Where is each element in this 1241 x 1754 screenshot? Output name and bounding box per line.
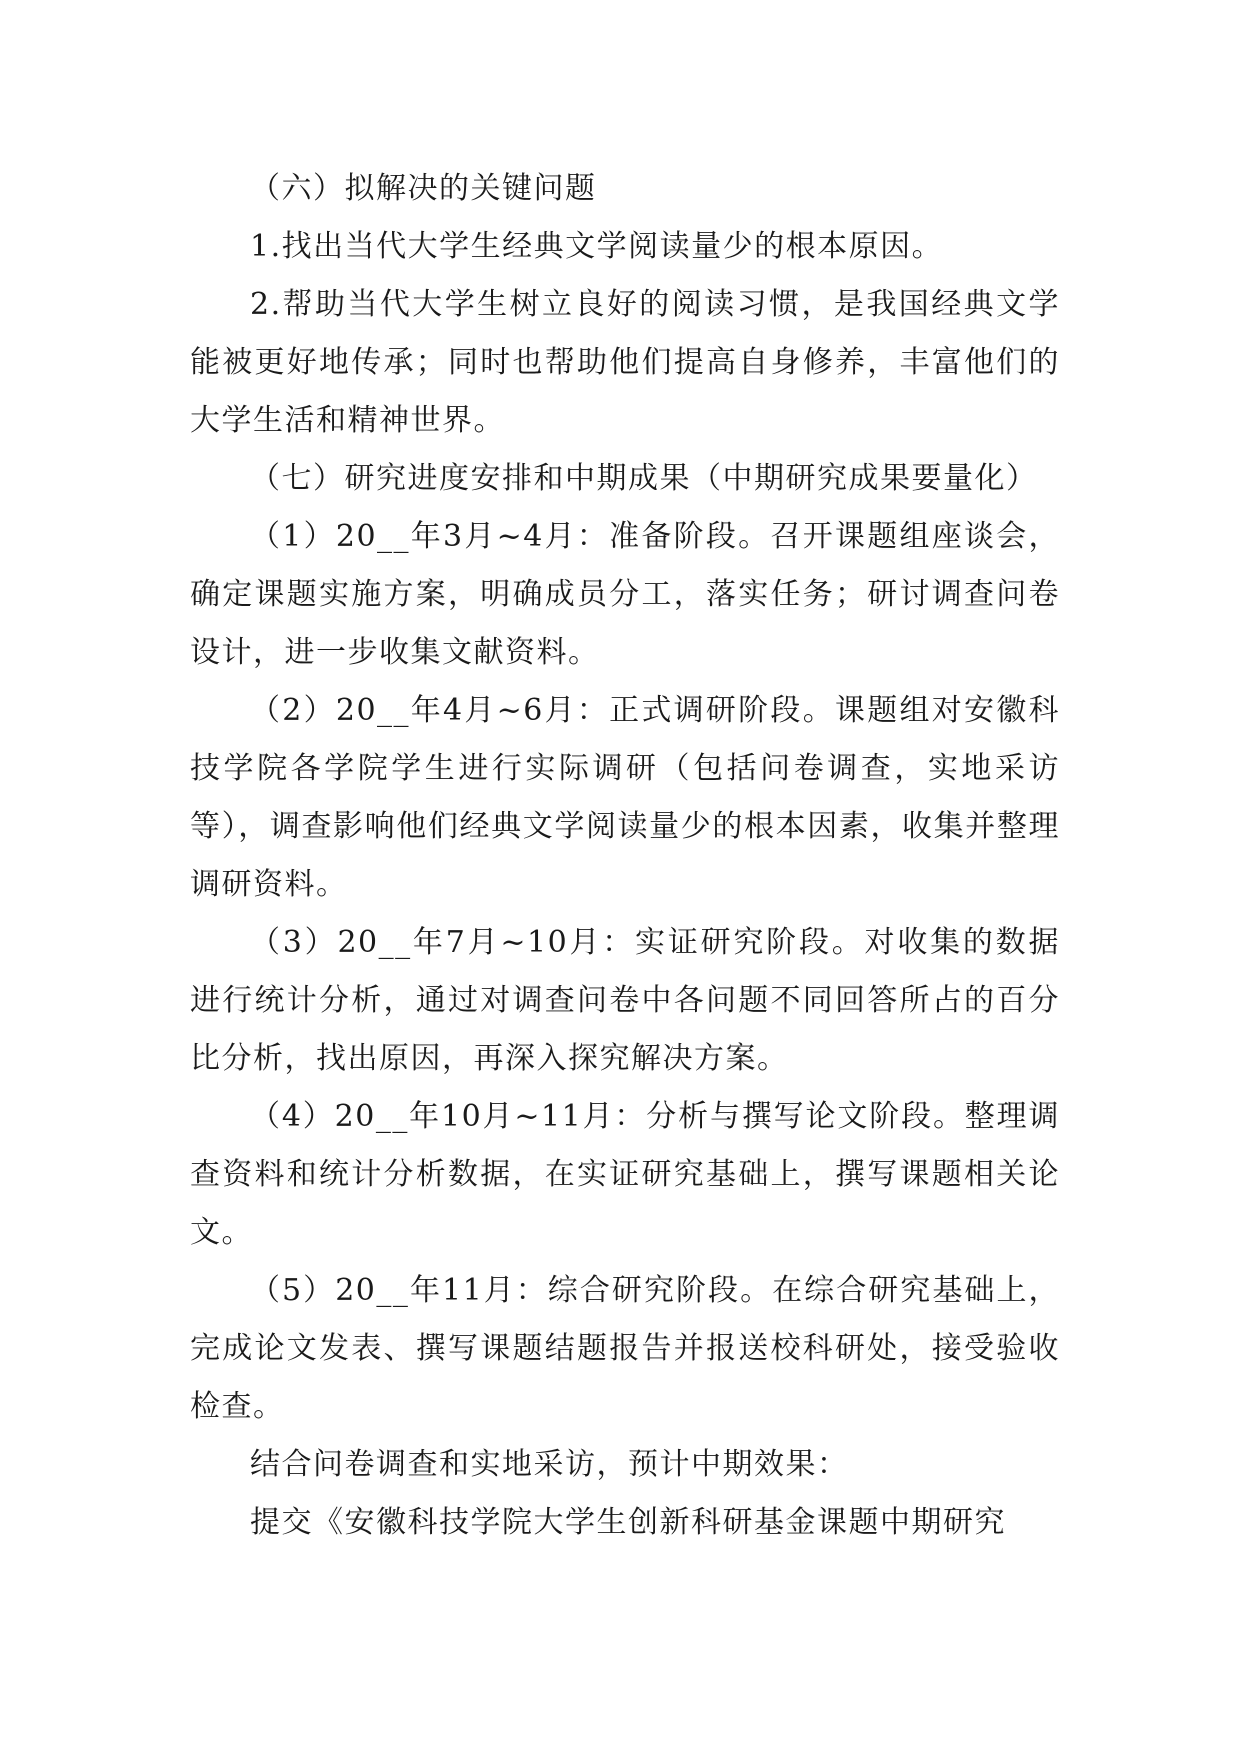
- schedule-stage-4: （4）20__年10月~11月：分析与撰写论文阶段。整理调查资料和统计分析数据，在实证研究基础上，撰写课题相关论文。: [190, 1099, 1060, 1250]
- document-body: [190, 160, 1060, 1552]
- schedule-stage-1: （1）20__年3月~4月：准备阶段。召开课题组座谈会，确定课题实施方案，明确成员分工，落实任务；研讨调查问卷设计，进一步收集文献资料。: [190, 519, 1060, 670]
- expected-midterm-intro: 结合问卷调查和实地采访，预计中期效果：: [250, 1447, 849, 1482]
- schedule-stage-5: （5）20__年11月：综合研究阶段。在综合研究基础上，完成论文发表、撰写课题结题报告并报送校科研处，接受验收检查。: [190, 1273, 1060, 1424]
- expected-midterm-submission: 提交《安徽科技学院大学生创新科研基金课题中期研究: [250, 1505, 1006, 1540]
- schedule-stage-3: （3）20__年7月~10月：实证研究阶段。对收集的数据进行统计分析，通过对调查问卷中各问题不同回答所占的百分比分析，找出原因，再深入探究解决方案。: [190, 925, 1060, 1076]
- section-heading-schedule: （七）研究进度安排和中期成果（中期研究成果要量化）: [250, 461, 1038, 496]
- section-heading-key-problems: （六）拟解决的关键问题: [250, 171, 597, 206]
- paragraph-item-2: 2.帮助当代大学生树立良好的阅读习惯，是我国经典文学能被更好地传承；同时也帮助他们提高自身修养，丰富他们的大学生活和精神世界。: [190, 287, 1060, 438]
- schedule-stage-2: （2）20__年4月~6月：正式调研阶段。课题组对安徽科技学院各学院学生进行实际调研（包括问卷调查，实地采访等），调查影响他们经典文学阅读量少的根本因素，收集并整理调研资料。: [190, 693, 1060, 902]
- paragraph-item-1: 1.找出当代大学生经典文学阅读量少的根本原因。: [250, 229, 944, 264]
